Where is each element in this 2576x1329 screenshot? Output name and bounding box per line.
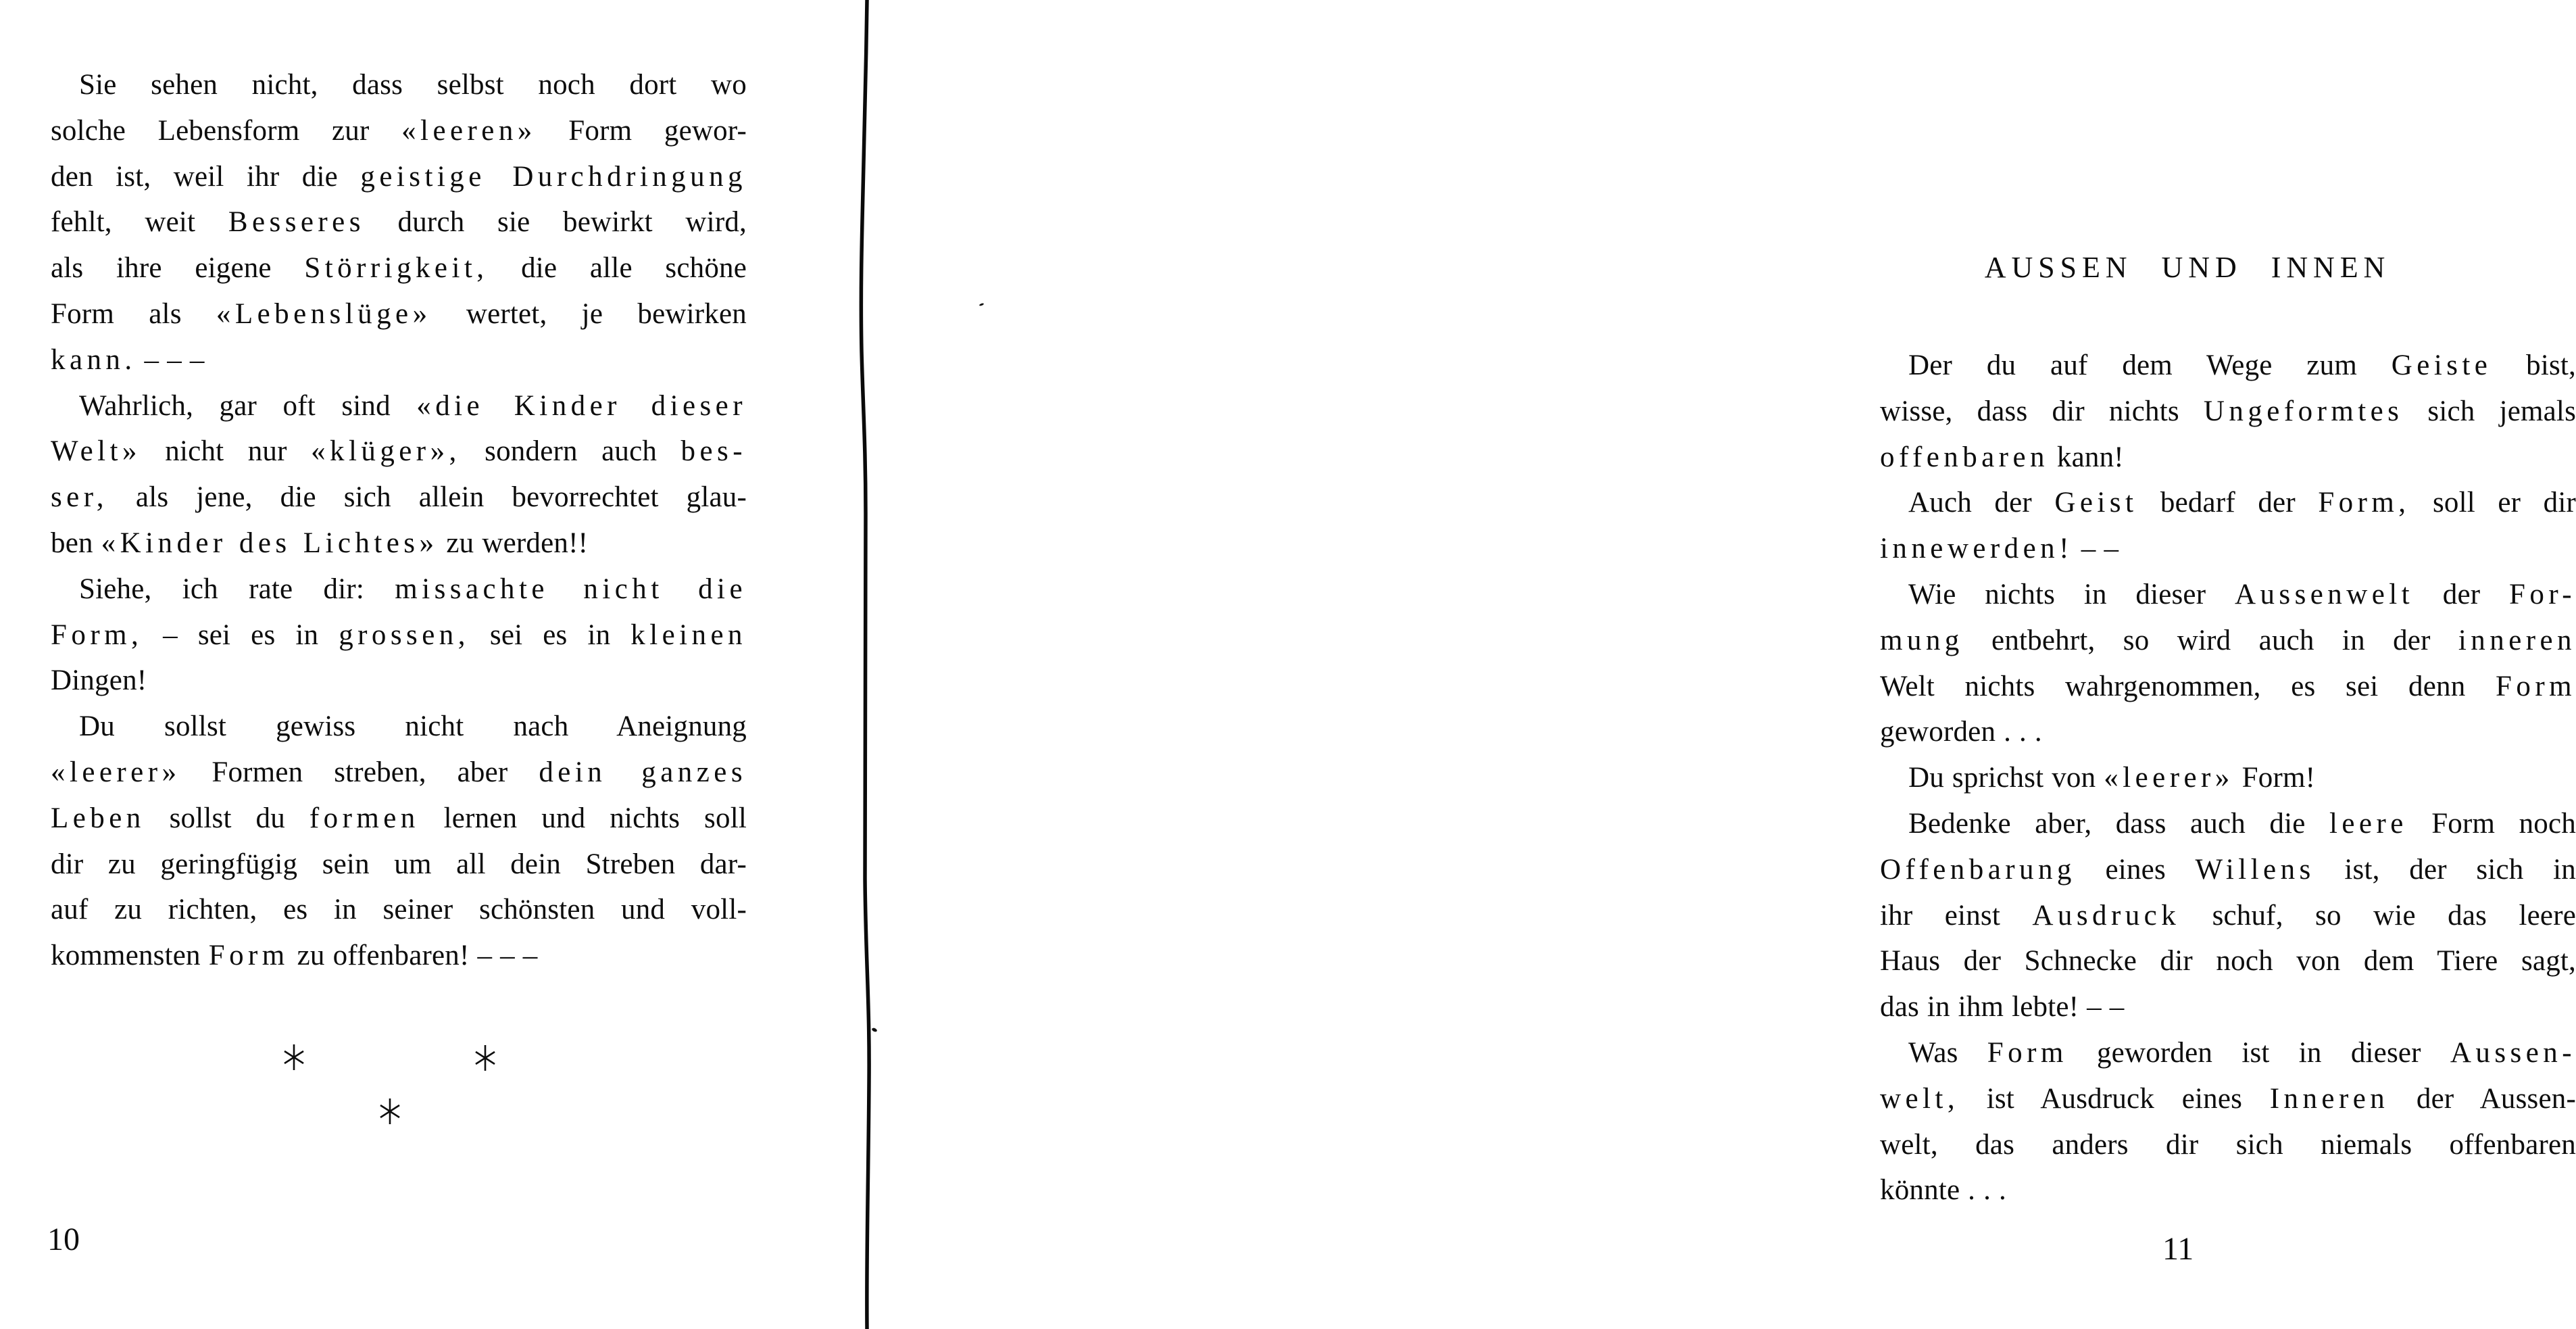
text-line [1880,1030,2576,1076]
text-run: geworden ist in dieser [2067,1036,2450,1069]
letterspaced-text: Form, [2318,487,2410,519]
text-run: Du sollst gewiss nicht nach Aneignung [79,710,747,743]
text-run: Auch der [1908,487,2055,519]
text-line [51,154,747,200]
letterspaced-text: Offenbarung [1880,853,2076,886]
text-line [51,291,747,337]
text-line [51,383,747,429]
letterspaced-text: grossen, [339,619,470,651]
text-line [51,521,747,566]
text-line [1880,755,2576,801]
letterspaced-text: Form, [51,619,143,651]
left-page [0,0,853,1329]
asterisk-icon [474,1044,497,1071]
text-line [51,750,747,796]
right-text-block [1880,343,2576,1213]
letterspaced-text: leere [2329,807,2408,840]
letterspaced-text: Störrigkeit, [304,252,489,285]
text-run: schuf, so wie das leere [2180,899,2576,932]
text-run: fehlt, weit [51,206,228,239]
text-line [51,429,747,475]
text-run: Welt nichts wahrgenommen, es sei denn [1880,670,2496,702]
text-run: die alle schöne [488,252,747,285]
letterspaced-text: kann. [51,343,137,376]
text-line [51,704,747,750]
text-run: solche Lebensform zur [51,114,402,147]
text-line [1880,1122,2576,1168]
text-run: – – – [136,343,205,376]
letterspaced-text: mung [1880,624,1964,656]
text-line [51,796,747,842]
text-run: sondern auch [460,435,681,468]
letterspaced-text: bes- [680,435,747,468]
text-line [1880,572,2576,618]
text-run: soll er dir [2410,487,2576,519]
letterspaced-text: Form [2496,670,2576,702]
text-line [51,887,747,933]
text-run: – – [2073,533,2119,565]
text-run: auf zu richten, es in seiner schönsten und voll- [51,894,747,926]
text-line [51,612,747,658]
text-run: zu offenbaren! – – – [289,940,538,972]
text-run: Der du auf dem Wege zum [1908,349,2392,381]
letterspaced-text: Geiste [2391,349,2492,381]
text-run: kommensten [51,940,209,972]
letterspaced-text: «leeren» [401,114,537,147]
letterspaced-text: Besseres [228,206,365,239]
letterspaced-text: «klüger», [311,435,461,468]
letterspaced-text: «leerer» [2104,762,2234,794]
letterspaced-text: «leerer» [51,756,181,788]
text-run: sei es in [469,619,631,651]
text-run: der [2414,578,2509,610]
text-run: als jene, die sich allein bevorrechtet glau- [107,481,747,514]
letterspaced-text: Ausdruck [2032,899,2181,932]
letterspaced-text: geistige Durchdringung [360,160,747,193]
text-run: dir zu geringfügig sein um all dein Streben dar- [51,848,747,880]
text-line [1880,984,2576,1030]
chapter-heading: AUSSEN UND INNEN [1984,251,2391,284]
text-run: Form gewor- [536,114,747,147]
text-run: zu werden!! [438,527,589,559]
text-run: als ihre eigene [51,252,305,285]
text-run: entbehrt, so wird auch in der [1963,624,2458,656]
text-run: Dingen! [51,664,147,697]
letterspaced-text: Geist [2054,487,2138,519]
text-run: sich jemals [2403,395,2576,427]
letterspaced-text: kleinen [630,619,747,651]
asterisk-icon [282,1044,305,1071]
letterspaced-text: Inneren [2269,1082,2389,1115]
text-line [1880,343,2576,389]
letterspaced-text: «Lebenslüge» [216,297,432,330]
text-run: wertet, je bewirken [431,297,747,330]
letterspaced-text: Aussenwelt [2234,578,2414,610]
text-line [1880,435,2576,481]
text-line [1880,526,2576,572]
letterspaced-text: «Kinder des Lichtes» [101,527,439,559]
text-line [1880,709,2576,755]
text-run: Form als [51,297,216,330]
text-line [1880,480,2576,526]
letterspaced-text: dein ganzes [539,756,747,788]
text-run: bedarf der [2137,487,2319,519]
text-line [51,199,747,245]
text-line [51,658,747,704]
text-run: Form noch [2407,807,2576,840]
letterspaced-text: «die Kinder dieser [416,389,747,422]
letterspaced-text: Aussen- [2450,1036,2576,1069]
text-run: Form! [2233,762,2316,794]
letterspaced-text: Welt» [51,435,141,468]
letterspaced-text: welt, [1880,1082,1960,1115]
text-run: nicht nur [141,435,312,468]
letterspaced-text: For- [2509,578,2576,610]
text-run: ist, der sich in [2314,853,2576,886]
text-run: wisse, dass dir nichts [1880,395,2204,427]
letterspaced-text: Form [1987,1036,2068,1069]
text-line [51,62,747,108]
letterspaced-text: offenbaren [1880,441,2049,473]
text-line [1880,664,2576,710]
text-line [51,566,747,612]
text-run: könnte . . . [1880,1174,2006,1207]
text-line [51,475,747,521]
left-page-number: 10 [47,1222,80,1257]
letterspaced-text: Leben [51,802,145,834]
text-run: geworden . . . [1880,716,2042,748]
text-line [1880,847,2576,893]
text-run: ihr einst [1880,899,2033,932]
letterspaced-text: innewerden! [1880,533,2073,565]
text-run: ben [51,527,101,559]
text-line [51,108,747,154]
text-line [51,842,747,888]
text-line [1880,938,2576,984]
text-run: Siehe, ich rate dir: [79,573,395,605]
letterspaced-text: Form [208,940,289,972]
left-text-block [51,62,747,979]
letterspaced-text: formen [309,802,420,834]
right-page [880,0,2576,1329]
text-run: welt, das anders dir sich niemals offenbaren [1880,1128,2576,1161]
letterspaced-text: missachte nicht die [395,573,747,605]
text-line [51,337,747,383]
text-run: Was [1908,1036,1987,1069]
text-run: bist, [2492,349,2576,381]
text-line [1880,1076,2576,1122]
text-run: eines [2075,853,2196,886]
text-run: das in ihm lebte! – – [1880,991,2125,1023]
text-line [1880,801,2576,847]
text-run: den ist, weil ihr die [51,160,361,193]
text-run: Du sprichst von [1908,762,2104,794]
text-line [1880,389,2576,435]
text-line [1880,618,2576,664]
text-line [51,245,747,291]
text-line [1880,1167,2576,1213]
text-line [1880,893,2576,939]
text-run: Wie nichts in dieser [1908,578,2235,610]
text-run: – sei es in [143,619,339,651]
text-run: Haus der Schnecke dir noch von dem Tiere sagt, [1880,945,2576,977]
text-run: Sie sehen nicht, dass selbst noch dort wo [79,69,747,101]
text-run: der Aussen- [2389,1082,2576,1115]
text-run: lernen und nichts soll [419,802,747,834]
letterspaced-text: Ungeformtes [2203,395,2404,427]
text-line [51,933,747,979]
text-run: durch sie bewirkt wird, [364,206,747,239]
text-run: Bedenke aber, dass auch die [1908,807,2329,840]
text-run: Wahrlich, gar oft sind [79,389,417,422]
right-page-number: 11 [2162,1231,2194,1267]
letterspaced-text: Willens [2195,853,2315,886]
letterspaced-text: inneren [2458,624,2576,656]
asterisk-icon [378,1098,401,1125]
letterspaced-text: ser, [51,481,108,514]
text-run: ist Ausdruck eines [1959,1082,2270,1115]
text-run: kann! [2048,441,2124,473]
text-run: Formen streben, aber [180,756,539,788]
text-run: sollst du [145,802,309,834]
